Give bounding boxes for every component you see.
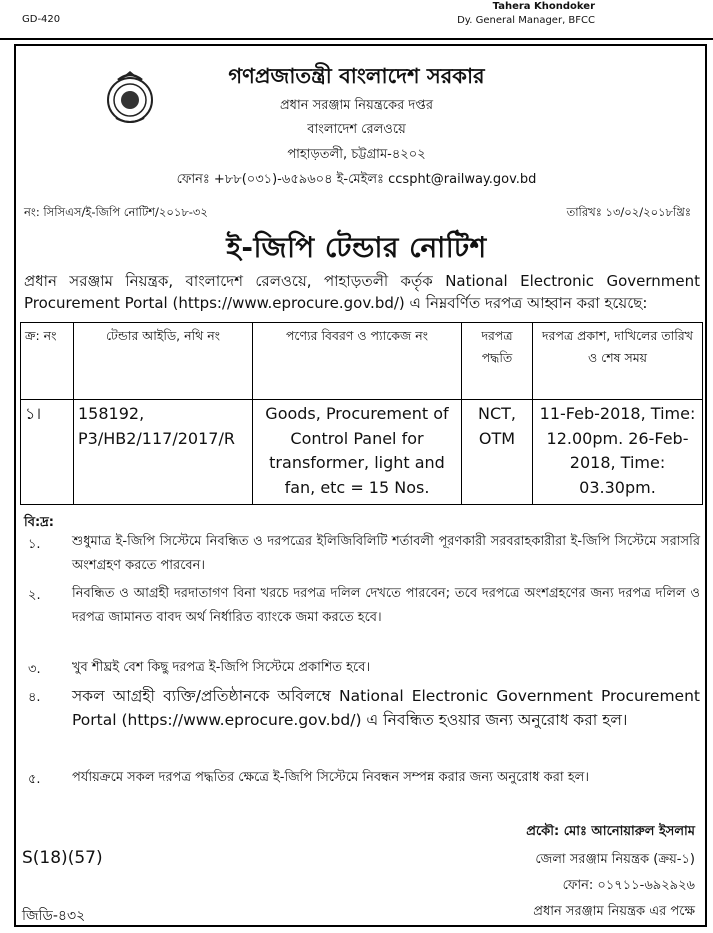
note-text: নিবন্ধিত ও আগ্রহী দরদাতাগণ বিনা খরচে দরপত্র দলিল দেখতে পারবেন; তবে দরপত্রে অংশগ্রহণের জন্য দরপত্র দলিল ও দরপত্র জামানত বাবদ অর্থ নির্ধারিত ব্যাংকে জমা করতে হবে। <box>72 586 700 625</box>
note-number: ১. <box>28 537 41 552</box>
cell-tender-id: 158192, P3/HB2/117/2017/R <box>74 400 253 505</box>
cell-description: Goods, Procurement of Control Panel for transformer, light and fan, etc = 15 Nos. <box>253 400 462 505</box>
note-text: শুধুমাত্র ই-জিপি সিস্টেমে নিবন্ধিত ও দরপত্রের ইলিজিবিলিটি শর্তাবলী পূরণকারী সরবরাহকারীরা ই-জিপি সিস্টেমে সরাসরি অংশগ্রহণ করতে পারবেন। <box>72 534 700 573</box>
address: পাহাড়তলী, চট্টগ্রাম-৪২০২ <box>287 147 426 162</box>
note-text: পর্যায়ক্রমে সকল দরপত্র পদ্ধতির ক্ষেত্রে ই-জিপি সিস্টেমে নিবন্ধন সম্পন্ন করার জন্য অনুরোধ করা হল। <box>72 770 589 785</box>
office-name: প্রধান সরঞ্জাম নিয়ন্ত্রকের দপ্তর <box>279 98 434 113</box>
code-bottom: জিডি-৪৩২ <box>22 908 86 924</box>
top-signer <box>457 0 595 28</box>
signer-designation: জেলা সরঞ্জাম নিয়ন্ত্রক (ক্রয়-১) <box>535 852 695 867</box>
header-description: পণ্যের বিবরণ ও প্যাকেজ নং <box>253 323 462 400</box>
code-left: S(18)(57) <box>22 848 103 868</box>
tender-table <box>20 322 703 505</box>
government-name: গণপ্রজাতন্ত্রী বাংলাদেশ সরকার <box>228 64 485 88</box>
notice-title: ই-জিপি টেন্ডার নোটিশ <box>226 231 487 264</box>
contact-line: ফোনঃ +৮৮(০৩১)-৬৫৯৬০৪ ই-মেইলঃ ccspht@railway.gov.bd <box>176 172 537 187</box>
cell-sl: ১। <box>21 400 74 505</box>
top-signer-title: Dy. General Manager, BFCC <box>457 15 595 26</box>
organization-name: বাংলাদেশ রেলওয়ে <box>307 122 406 137</box>
intro-paragraph: প্রধান সরঞ্জাম নিয়ন্ত্রক, বাংলাদেশ রেলওয়ে, পাহাড়তলী কর্তৃক National Electronic Government Procurement Portal (https://www.eprocure.gov.bd/) এ নিম্নবর্ণিত দরপত্র আহ্বান করা হয়েছে: <box>24 272 700 312</box>
note-number: ৫. <box>28 772 41 787</box>
top-signer-name: Tahera Khondoker <box>492 1 595 12</box>
note-text: সকল আগ্রহী ব্যক্তি/প্রতিষ্ঠানকে অবিলম্বে National Electronic Government Procurement Portal (https://www.eprocure.gov.bd/) এ নিবন্ধিত হওয়ার জন্য অনুরোধ করা হল। <box>72 687 700 729</box>
header-sl: ক্র: নং <box>21 323 74 400</box>
signer-name: প্রকৌ: মোঃ আনোয়ারুল ইসলাম <box>526 824 695 839</box>
note-text: খুব শীঘ্রই বেশ কিছু দরপত্র ই-জিপি সিস্টেমে প্রকাশিত হবে। <box>72 660 371 675</box>
cell-method: NCT, OTM <box>462 400 533 505</box>
header-method: দরপত্র পদ্ধতি <box>462 323 533 400</box>
notes-heading: বি:দ্র: <box>24 515 54 530</box>
header-tender-id: টেন্ডার আইডি, নথি নং <box>74 323 253 400</box>
reference-number: নং: সিসিএস/ই-জিপি নোটিশ/২০১৮-৩২ <box>24 205 208 219</box>
header-dates: দরপত্র প্রকাশ, দাখিলের তারিখ ও শেষ সময় <box>533 323 703 400</box>
top-strip <box>0 0 713 40</box>
signer-phone: ফোন: ০১৭১১-৬৯২৯২৬ <box>562 878 695 893</box>
table-header-row <box>21 323 703 400</box>
note-number: ৩. <box>28 662 41 677</box>
note-number: ৪. <box>28 690 41 705</box>
table-row <box>21 400 703 505</box>
signer-on-behalf: প্রধান সরঞ্জাম নিয়ন্ত্রক এর পক্ষে <box>533 904 695 919</box>
note-number: ২. <box>28 588 41 603</box>
top-code: GD-420 <box>22 14 61 25</box>
cell-dates: 11-Feb-2018, Time: 12.00pm. 26-Feb-2018, Time: 03.30pm. <box>533 400 703 505</box>
notice-date: তারিখঃ ১৩/০২/২০১৮খ্রিঃ <box>566 205 691 219</box>
